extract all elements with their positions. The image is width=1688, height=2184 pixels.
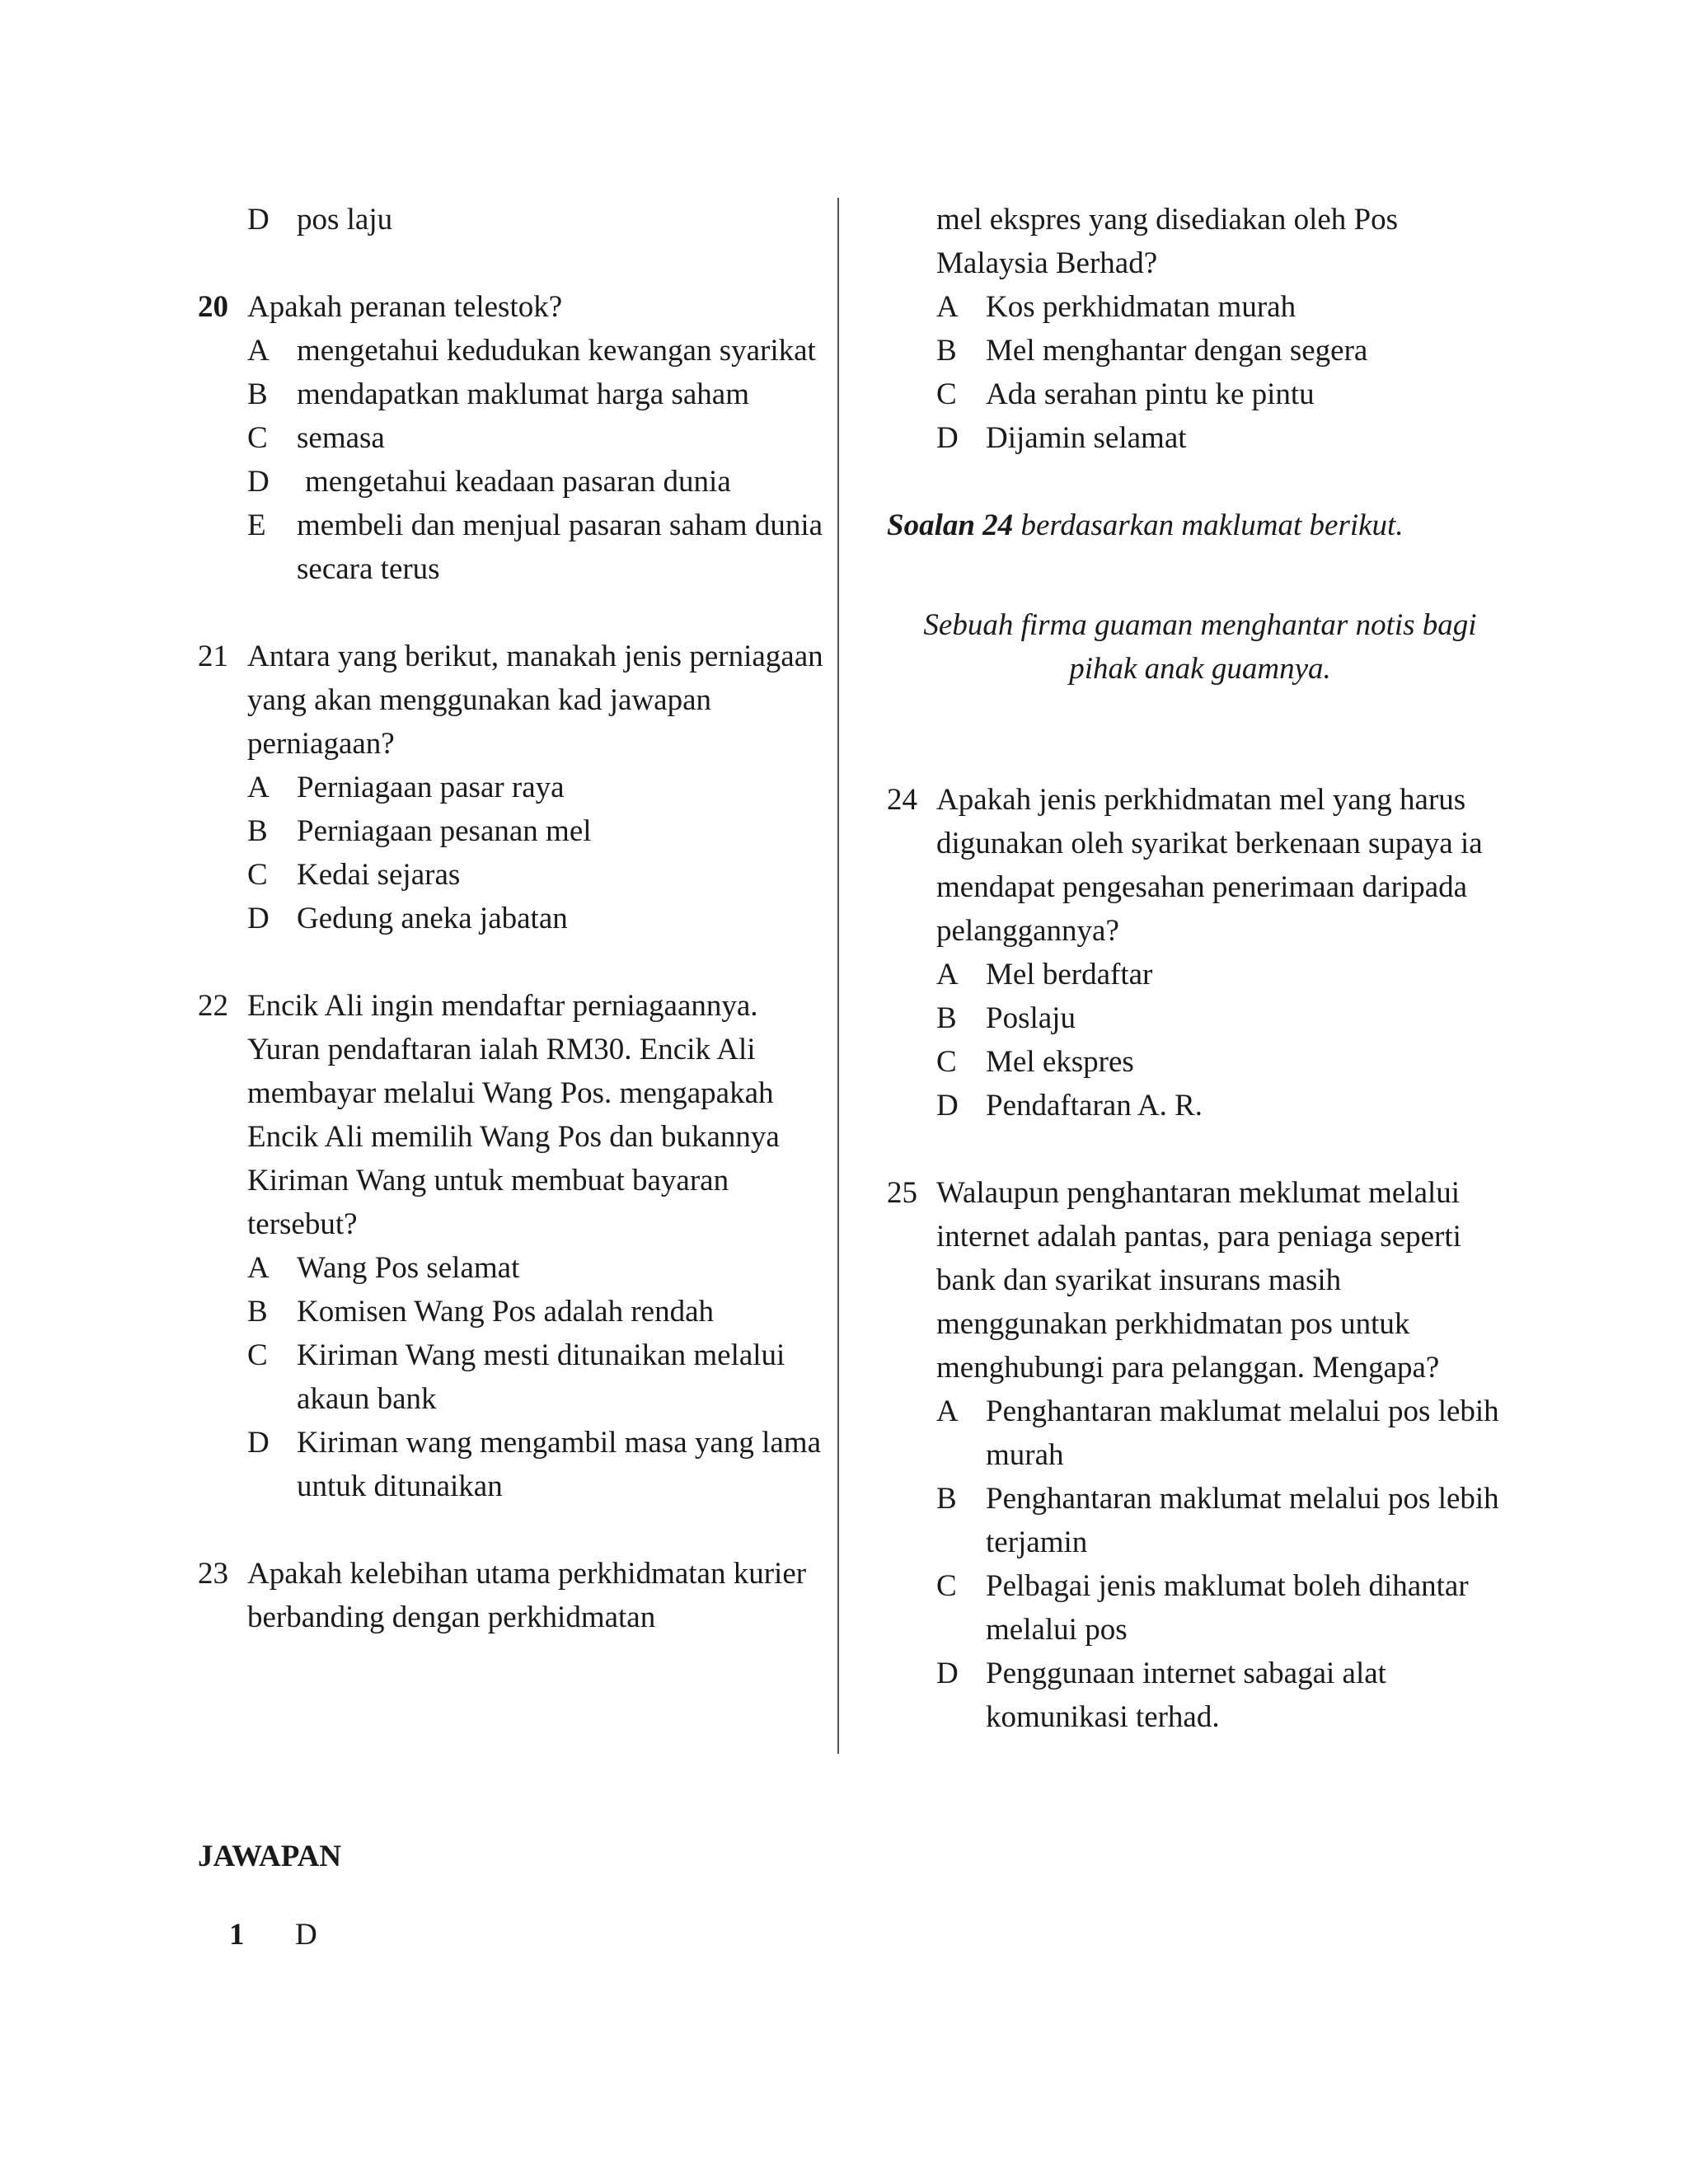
option-q19-d	[247, 198, 824, 241]
option-q21-d	[247, 897, 824, 940]
answer-value: D	[295, 1918, 317, 1952]
question-text: Apakah jenis perkhidmatan mel yang harus digunakan oleh syarikat berkenaan supaya ia mendapat pengesahan penerimaan daripada pelanggannya?	[936, 783, 1483, 948]
option-text: Mel berdaftar	[986, 958, 1153, 991]
option-letter: C	[247, 421, 268, 455]
option-text: Ada serahan pintu ke pintu	[986, 377, 1315, 411]
option-q21-c	[247, 853, 824, 897]
question-23-continued: mel ekspres yang disediakan oleh Pos Malaysia Berhad?	[936, 203, 1399, 280]
option-q23-b	[936, 329, 1513, 373]
option-q23-d	[936, 416, 1513, 460]
option-text: Penghantaran maklumat melalui pos lebih murah	[986, 1394, 1499, 1472]
option-q25-c	[936, 1564, 1513, 1652]
option-text: semasa	[297, 421, 385, 455]
option-q25-d	[936, 1652, 1513, 1739]
question-24	[887, 778, 1513, 953]
question-text: Apakah kelebihan utama perkhidmatan kurier berbanding dengan perkhidmatan	[247, 1557, 807, 1634]
option-q21-a	[247, 766, 824, 809]
option-letter: C	[936, 1045, 957, 1079]
option-text: Kiriman wang mengambil masa yang lama untuk ditunaikan	[297, 1426, 822, 1503]
option-letter: B	[247, 377, 268, 411]
option-text: Pelbagai jenis maklumat boleh dihantar melalui pos	[986, 1569, 1469, 1647]
option-letter: D	[247, 1426, 270, 1460]
option-letter: B	[936, 334, 957, 368]
question-text: Antara yang berikut, manakah jenis perniagaan yang akan menggunakan kad jawapan perniagaan?	[247, 640, 823, 761]
option-text: Penghantaran maklumat melalui pos lebih terjamin	[986, 1482, 1499, 1559]
option-text: Kiriman Wang mesti ditunaikan melalui akaun bank	[297, 1338, 785, 1416]
option-letter: C	[247, 1338, 268, 1372]
question-number: 20	[198, 290, 228, 324]
option-letter: D	[247, 203, 270, 237]
option-text: Penggunaan internet sabagai alat komunikasi terhad.	[986, 1657, 1386, 1734]
stimulus-intro-rest: berdasarkan maklumat berikut.	[1013, 509, 1404, 542]
option-text: Mel menghantar dengan segera	[986, 334, 1368, 368]
option-text: Dijamin selamat	[986, 421, 1187, 455]
option-text: Kedai sejaras	[297, 858, 461, 892]
option-text: Perniagaan pasar raya	[297, 771, 565, 804]
option-letter: C	[247, 858, 268, 892]
option-q23-c	[936, 373, 1513, 416]
option-text: Mel ekspres	[986, 1045, 1134, 1079]
option-letter: D	[247, 902, 270, 935]
option-q22-d	[247, 1421, 824, 1508]
option-text: Wang Pos selamat	[297, 1251, 520, 1285]
question-23	[198, 1552, 824, 1639]
answer-row	[198, 1913, 341, 1957]
option-q23-a	[936, 285, 1513, 329]
option-q20-b	[247, 373, 824, 416]
answer-number: 1	[229, 1918, 245, 1952]
option-text: mengetahui keadaan pasaran dunia	[305, 465, 731, 499]
stimulus-intro-bold: Soalan 24	[887, 509, 1014, 542]
option-letter: B	[936, 1482, 957, 1516]
option-letter: B	[936, 1001, 957, 1035]
question-text: Apakah peranan telestok?	[247, 290, 563, 324]
option-letter: C	[936, 377, 957, 411]
question-number: 23	[198, 1557, 228, 1591]
question-25	[887, 1171, 1513, 1390]
answer-section	[198, 1835, 341, 1957]
option-q25-b	[936, 1477, 1513, 1564]
answer-heading: JAWAPAN	[198, 1840, 342, 1873]
option-letter: D	[936, 1657, 959, 1690]
option-text: Gedung aneka jabatan	[297, 902, 568, 935]
option-q22-b	[247, 1290, 824, 1333]
option-q20-d	[247, 460, 824, 504]
option-q24-a	[936, 953, 1513, 996]
option-letter: A	[247, 771, 270, 804]
option-letter: E	[247, 509, 266, 542]
option-text: Perniagaan pesanan mel	[297, 814, 592, 848]
option-q20-a	[247, 329, 824, 373]
left-column	[198, 198, 824, 1639]
option-q21-b	[247, 809, 824, 853]
option-q24-d	[936, 1084, 1513, 1127]
option-q22-a	[247, 1246, 824, 1290]
option-letter: D	[936, 421, 959, 455]
stimulus-intro	[887, 504, 1513, 547]
option-q22-c	[247, 1333, 824, 1421]
right-column	[887, 198, 1513, 1739]
option-text: pos laju	[297, 203, 393, 237]
option-text: Kos perkhidmatan murah	[986, 290, 1296, 324]
option-letter: C	[936, 1569, 957, 1603]
column-divider	[837, 198, 839, 1754]
option-letter: B	[247, 814, 268, 848]
option-q24-b	[936, 996, 1513, 1040]
option-letter: A	[936, 1394, 959, 1428]
option-letter: D	[936, 1089, 959, 1122]
question-22	[198, 984, 824, 1246]
question-20	[198, 285, 824, 329]
option-q20-c	[247, 416, 824, 460]
option-letter: A	[247, 334, 270, 368]
option-letter: A	[247, 1251, 270, 1285]
option-text: Poslaju	[986, 1001, 1076, 1035]
option-text: Komisen Wang Pos adalah rendah	[297, 1295, 715, 1329]
stimulus-text: Sebuah firma guaman menghantar notis bagi pihak anak guamnya.	[923, 608, 1477, 686]
question-number: 22	[198, 989, 228, 1023]
option-text: mendapatkan maklumat harga saham	[297, 377, 749, 411]
question-number: 21	[198, 640, 228, 673]
question-21	[198, 635, 824, 766]
option-q20-e	[247, 504, 824, 591]
option-letter: A	[936, 958, 959, 991]
option-text: membeli dan menjual pasaran saham dunia secara terus	[297, 509, 823, 586]
option-text: Pendaftaran A. R.	[986, 1089, 1203, 1122]
option-letter: A	[936, 290, 959, 324]
question-text: Walaupun penghantaran meklumat melalui internet adalah pantas, para peniaga seperti bank dan syarikat insurans masih menggunakan perkhidmatan pos untuk menghubungi para pelanggan. Mengapa?	[936, 1176, 1461, 1385]
option-letter: D	[247, 465, 270, 499]
question-number: 25	[887, 1176, 917, 1210]
option-text: mengetahui kedudukan kewangan syarikat	[297, 334, 816, 368]
question-number: 24	[887, 783, 917, 817]
option-letter: B	[247, 1295, 268, 1329]
question-text: Encik Ali ingin mendaftar perniagaannya. Yuran pendaftaran ialah RM30. Encik Ali membayar melalui Wang Pos. mengapakah Encik Ali memilih Wang Pos dan bukannya Kiriman Wang untuk membuat bayaran tersebut?	[247, 989, 780, 1241]
option-q24-c	[936, 1040, 1513, 1084]
option-q25-a	[936, 1390, 1513, 1477]
